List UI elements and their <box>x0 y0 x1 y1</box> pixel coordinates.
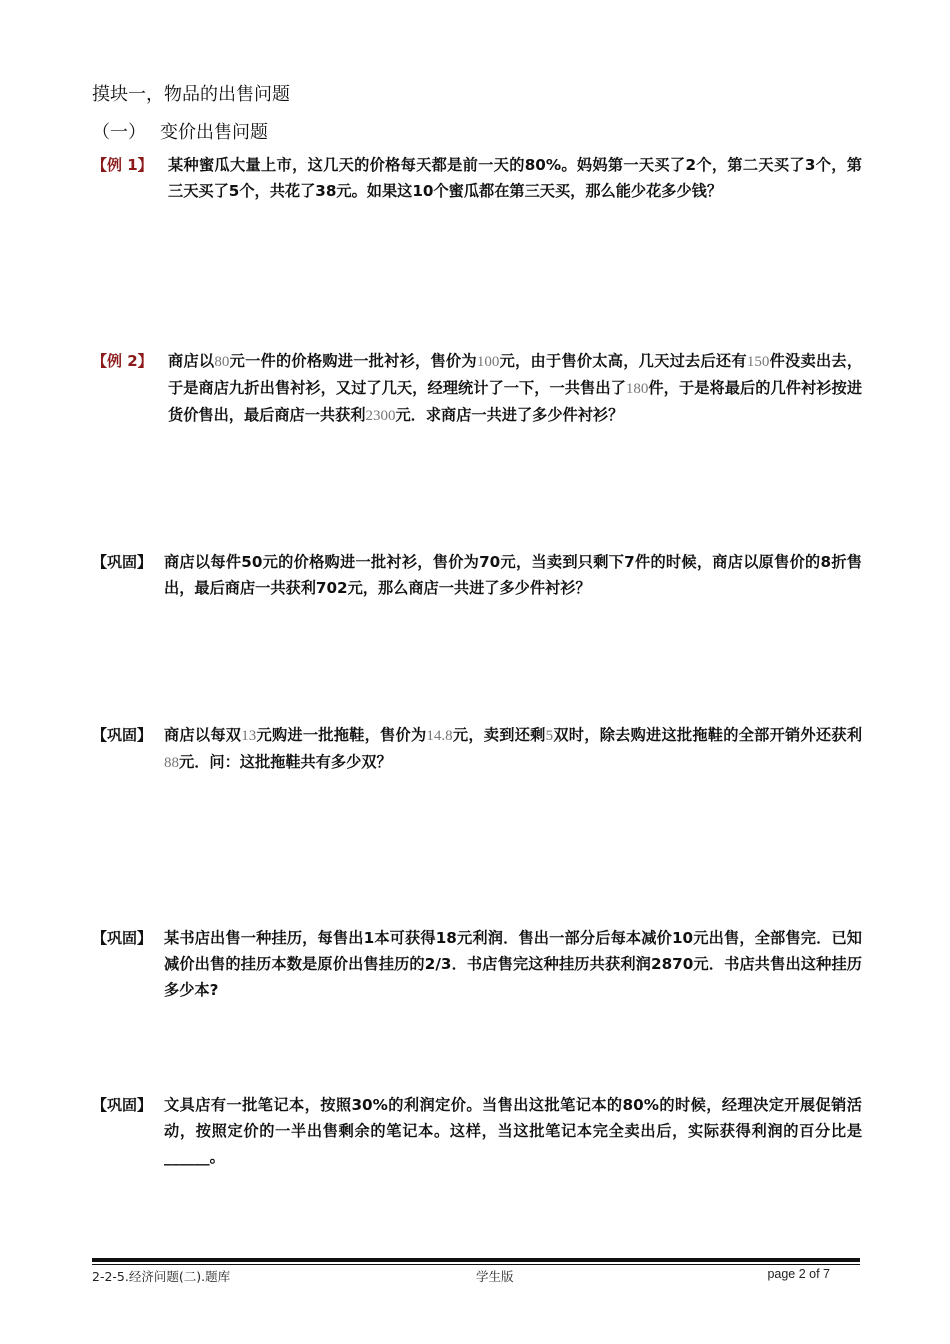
footer-edition: 学生版 <box>476 1269 514 1284</box>
example-label: 【例 1】 <box>92 156 153 174</box>
consolidation-label: 【巩固】 <box>92 726 153 744</box>
example-1 <box>92 152 862 204</box>
footer-page-number: page 2 of 7 <box>767 1267 830 1281</box>
problem-text: 商店以80元一件的价格购进一批衬衫，售价为100元，由于售价太高，几天过去后还有150件没卖出去，于是商店九折出售衬衫，又过了几天，经理统计了一下，一共售出了180件，于是将最后的几件衬衫按进货价售出，最后商店一共获利2300元．求商店一共进了多少件衬衫？ <box>168 352 863 424</box>
problem-text: 商店以每件50元的价格购进一批衬衫，售价为70元，当卖到只剩下7件的时候，商店以原售价的8折售出，最后商店一共获利702元，那么商店一共进了多少件衬衫？ <box>164 553 862 597</box>
footer-rule-thick <box>92 1258 860 1262</box>
footer-document-name: 2-2-5.经济问题(二).题库 <box>92 1269 231 1284</box>
consolidation-2 <box>92 722 862 776</box>
example-2 <box>92 348 862 429</box>
problem-text: 商店以每双13元购进一批拖鞋，售价为14.8元，卖到还剩5双时，除去购进这批拖鞋的全部开销外还获利88元．问：这批拖鞋共有多少双？ <box>164 726 863 771</box>
section-subtitle <box>92 118 268 144</box>
consolidation-label: 【巩固】 <box>92 1096 153 1114</box>
module-title: 摸块一，物品的出售问题 <box>92 84 290 105</box>
consolidation-3 <box>92 925 862 1003</box>
footer-rule-thin <box>92 1264 860 1265</box>
section-number: （一） <box>92 122 146 143</box>
example-label: 【例 2】 <box>92 352 153 370</box>
consolidation-4 <box>92 1092 862 1170</box>
problem-text: 文具店有一批笔记本，按照30%的利润定价。当售出这批笔记本的80%的时候，经理决定开展促销活动，按照定价的一半出售剩余的笔记本。这样，当这批笔记本完全卖出后，实际获得利润的百分比是______。 <box>164 1096 862 1166</box>
problem-text: 某书店出售一种挂历，每售出1本可获得18元利润．售出一部分后每本减价10元出售，全部售完．已知减价出售的挂历本数是原价出售挂历的2/3．书店售完这种挂历共获利润2870元．书店共售出这种挂历多少本? <box>164 929 862 999</box>
consolidation-label: 【巩固】 <box>92 553 153 571</box>
problem-text: 某种蜜瓜大量上市，这几天的价格每天都是前一天的80%。妈妈第一天买了2个，第二天买了3个，第三天买了5个，共花了38元。如果这10个蜜瓜都在第三天买，那么能少花多少钱？ <box>168 156 862 200</box>
consolidation-1 <box>92 549 862 601</box>
section-subtitle-text: 变价出售问题 <box>160 122 268 143</box>
consolidation-label: 【巩固】 <box>92 929 153 947</box>
